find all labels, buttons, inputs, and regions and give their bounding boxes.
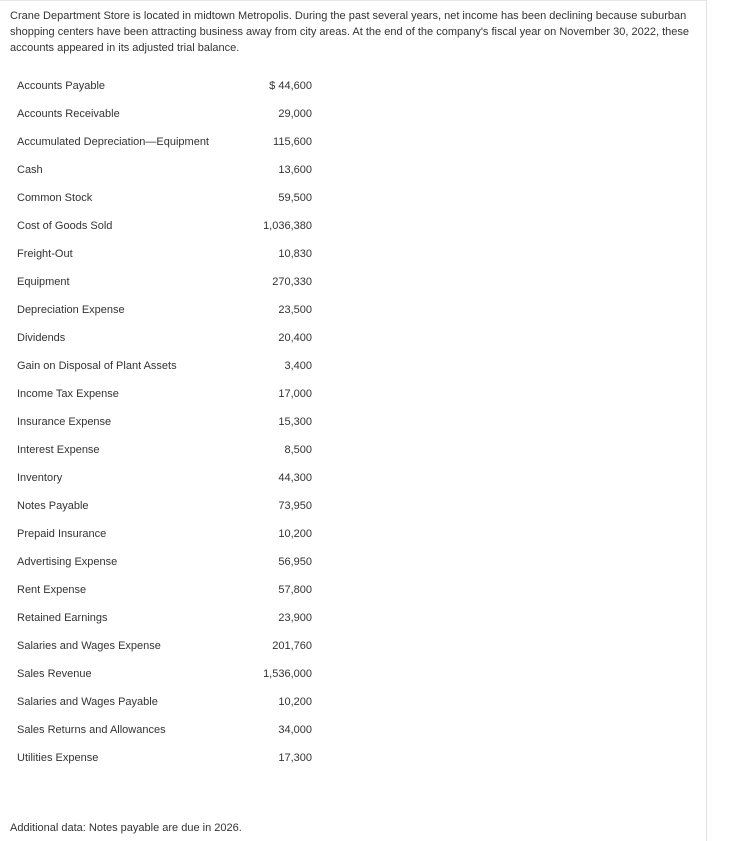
table-row	[10, 492, 312, 520]
account-amount: 34,000	[278, 724, 312, 736]
account-name: Prepaid Insurance	[17, 528, 107, 540]
account-name: Retained Earnings	[17, 612, 108, 624]
account-amount: 201,760	[272, 640, 312, 652]
account-amount: 115,600	[273, 136, 312, 148]
table-row	[10, 72, 312, 100]
table-row	[10, 100, 312, 128]
account-amount: 17,000	[278, 388, 312, 400]
account-amount: 17,300	[278, 752, 312, 764]
table-row	[10, 464, 312, 492]
account-name: Depreciation Expense	[17, 304, 125, 316]
table-row	[10, 604, 312, 632]
account-name: Sales Revenue	[17, 668, 92, 680]
account-name: Notes Payable	[17, 500, 89, 512]
account-name: Accounts Receivable	[17, 108, 120, 120]
account-amount: 1,036,380	[263, 220, 312, 232]
table-row	[10, 688, 312, 716]
account-name: Dividends	[17, 332, 66, 344]
account-amount: 3,400	[284, 360, 312, 372]
table-row	[10, 744, 312, 772]
table-row	[10, 184, 312, 212]
account-amount: 57,800	[278, 584, 312, 596]
account-name: Salaries and Wages Payable	[17, 696, 158, 708]
account-amount: $ 44,600	[269, 80, 312, 92]
right-divider	[706, 0, 707, 841]
table-row	[10, 632, 312, 660]
account-amount: 15,300	[278, 416, 312, 428]
account-amount: 20,400	[278, 332, 312, 344]
account-amount: 73,950	[278, 500, 312, 512]
account-amount: 10,200	[278, 528, 312, 540]
account-amount: 13,600	[278, 164, 312, 176]
account-name: Interest Expense	[17, 444, 100, 456]
table-row	[10, 268, 312, 296]
account-amount: 10,200	[278, 696, 312, 708]
account-name: Gain on Disposal of Plant Assets	[17, 360, 177, 372]
account-name: Accumulated Depreciation—Equipment	[17, 136, 209, 148]
account-name: Common Stock	[17, 192, 93, 204]
account-amount: 23,900	[278, 612, 312, 624]
account-name: Utilities Expense	[17, 752, 99, 764]
table-row	[10, 296, 312, 324]
account-amount: 1,536,000	[263, 668, 312, 680]
account-name: Cash	[17, 164, 43, 176]
account-name: Sales Returns and Allowances	[17, 724, 166, 736]
table-row	[10, 520, 312, 548]
table-row	[10, 352, 312, 380]
account-name: Advertising Expense	[17, 556, 118, 568]
table-row	[10, 240, 312, 268]
table-row	[10, 408, 312, 436]
table-row	[10, 324, 312, 352]
account-amount: 270,330	[272, 276, 312, 288]
account-name: Income Tax Expense	[17, 388, 119, 400]
additional-data-note: Additional data: Notes payable are due in 2026.	[10, 822, 242, 834]
account-name: Cost of Goods Sold	[17, 220, 113, 232]
table-row	[10, 716, 312, 744]
account-name: Rent Expense	[17, 584, 87, 596]
account-name: Inventory	[17, 472, 63, 484]
account-amount: 29,000	[278, 108, 312, 120]
table-row	[10, 436, 312, 464]
problem-intro: Crane Department Store is located in midtown Metropolis. During the past several years, net income has been declining because suburban shopping centers have been attracting business away from city areas. At the end of the company's fiscal year on November 30, 2022, these accounts appeared in its adjusted trial balance.	[10, 10, 689, 54]
table-row	[10, 548, 312, 576]
account-name: Freight-Out	[17, 248, 73, 260]
account-name: Equipment	[17, 276, 70, 288]
account-amount: 23,500	[278, 304, 312, 316]
table-row	[10, 128, 312, 156]
account-name: Insurance Expense	[17, 416, 112, 428]
account-amount: 10,830	[278, 248, 312, 260]
table-row	[10, 576, 312, 604]
top-divider	[0, 0, 706, 1]
trial-balance-table	[10, 72, 312, 772]
account-name: Accounts Payable	[17, 80, 106, 92]
account-amount: 8,500	[284, 444, 312, 456]
account-name: Salaries and Wages Expense	[17, 640, 161, 652]
account-amount: 56,950	[278, 556, 312, 568]
table-row	[10, 380, 312, 408]
table-row	[10, 660, 312, 688]
table-row	[10, 156, 312, 184]
account-amount: 59,500	[278, 192, 312, 204]
table-row	[10, 212, 312, 240]
account-amount: 44,300	[278, 472, 312, 484]
